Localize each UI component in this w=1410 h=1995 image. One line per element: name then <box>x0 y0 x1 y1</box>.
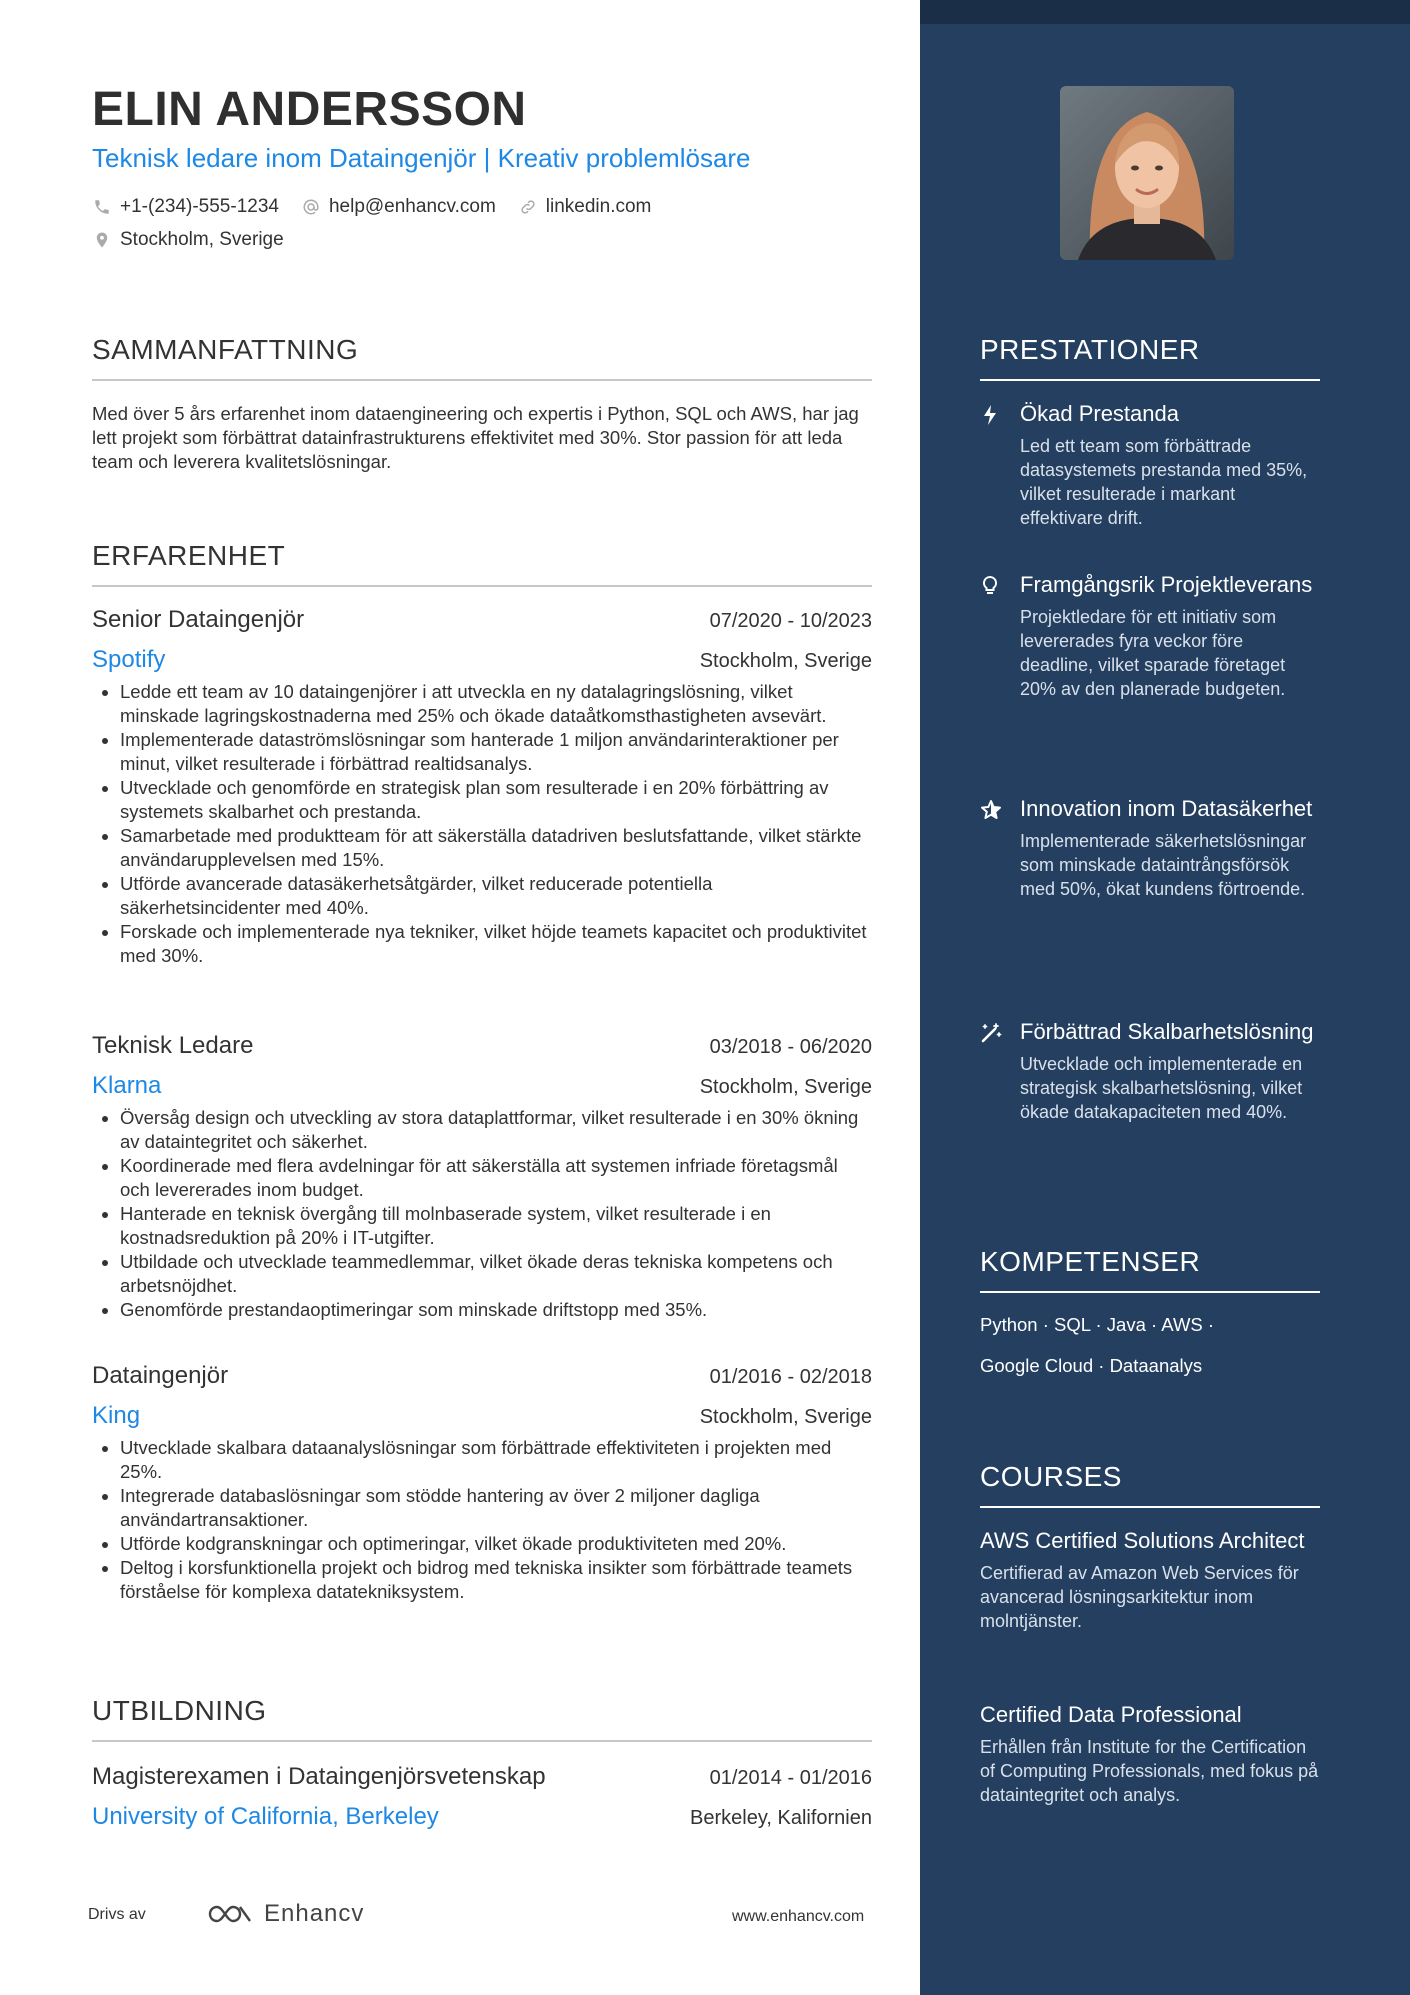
website-link[interactable]: www.enhancv.com <box>732 1908 865 1925</box>
skills-line: Python · SQL · Java · AWS · <box>980 1314 1215 1335</box>
bullet-item: • Utbildade och utvecklade teammedlemmar, vilket ökade deras tekniska kompetens och arbetsnöjdhet. <box>120 1250 872 1298</box>
bullet-item: • Utvecklade och genomförde en strategisk plan som resulterade i en 20% förbättring av systemets skalbarhet och prestanda. <box>120 776 872 824</box>
profile-photo-image <box>1060 86 1234 260</box>
job-dates: 03/2018 - 06/2020 <box>709 1036 872 1058</box>
school-name[interactable]: University of California, Berkeley <box>92 1803 439 1830</box>
job-company[interactable]: King <box>92 1402 141 1429</box>
skills-line: Google Cloud · Dataanalys <box>980 1355 1203 1376</box>
achievements-divider <box>980 379 1320 381</box>
contact-email[interactable] <box>301 196 496 218</box>
achievements-heading: PRESTATIONER <box>980 334 1200 365</box>
education-entry <box>92 1763 872 1831</box>
degree-title: Magisterexamen i Dataingenjörsvetenskap <box>92 1763 546 1790</box>
bullet-item: • Deltog i korsfunktionella projekt och bidrog med tekniska insikter som förbättrade teamets förståelse för komplexa datatekniksystem. <box>120 1556 872 1604</box>
job-entry <box>92 1362 872 1604</box>
job-location: Stockholm, Sverige <box>699 1076 872 1098</box>
location-text: Stockholm, Sverige <box>120 229 284 250</box>
bullet-item: • Samarbetade med produktteam för att säkerställa datadriven beslutsfattande, vilket stärkte användarupplevelsen med 15%. <box>120 824 872 872</box>
link-icon <box>518 197 538 217</box>
contact-location <box>92 229 284 251</box>
profile-photo <box>1060 86 1234 260</box>
sidebar <box>920 0 1410 1995</box>
bullet-item: • Genomförde prestandaoptimeringar som minskade driftstopp med 35%. <box>120 1298 872 1322</box>
summary-divider <box>92 379 872 381</box>
job-company[interactable]: Spotify <box>92 646 166 673</box>
bullet-item: • Utvecklade skalbara dataanalyslösningar som förbättrade effektiviteten i projekten med 25%. <box>120 1436 872 1484</box>
bullet-item: • Ledde ett team av 10 dataingenjörer i att utveckla en ny datalagringslösning, vilket minskade lagringskostnaderna med 25% och ökade dataåtkomsthastigheten avsevärt. <box>120 680 872 728</box>
achievement-desc: Projektledare för ett initiativ som levererades fyra veckor före deadline, vilket sparade företaget 20% av den planerade budgeten. <box>1020 607 1286 699</box>
bullet-item: • Översåg design och utveckling av stora dataplattformar, vilket resulterade i en 30% ökning av dataintegritet och säkerhet. <box>120 1106 872 1154</box>
candidate-name: ELIN ANDERSSON <box>92 83 527 136</box>
achievement-item <box>980 1018 1320 1124</box>
enhancv-logo-text: Enhancv <box>264 1900 365 1927</box>
star-icon <box>980 799 1002 821</box>
job-title: Dataingenjör <box>92 1362 229 1389</box>
job-title: Senior Dataingenjör <box>92 606 305 633</box>
job-entry <box>92 606 872 968</box>
sidebar-top-bar <box>920 0 1410 24</box>
course-item <box>980 1527 1320 1633</box>
education-heading: UTBILDNING <box>92 1695 267 1726</box>
job-dates: 01/2016 - 02/2018 <box>709 1366 872 1388</box>
experience-divider <box>92 585 872 587</box>
bullet-item: • Koordinerade med flera avdelningar för att säkerställa att systemen infriade företagsmål och levererades inom budget. <box>120 1154 872 1202</box>
achievement-title: Innovation inom Datasäkerhet <box>1020 796 1313 821</box>
contact-row <box>92 196 673 218</box>
phone-text: +1-(234)-555-1234 <box>120 196 279 217</box>
achievement-item <box>980 571 1320 701</box>
skills-list <box>980 1304 1320 1386</box>
skills-heading: KOMPETENSER <box>980 1246 1201 1277</box>
achievement-item <box>980 795 1320 901</box>
skills-divider <box>980 1291 1320 1293</box>
job-bullets <box>92 1436 872 1604</box>
course-item <box>980 1701 1320 1807</box>
contact-linkedin[interactable] <box>518 196 652 218</box>
bullet-item: • Forskade och implementerade nya tekniker, vilket höjde teamets kapacitet och produktivitet med 30%. <box>120 920 872 968</box>
contact-phone[interactable] <box>92 196 279 218</box>
phone-icon <box>92 197 112 217</box>
bolt-icon <box>980 404 1002 426</box>
wand-icon <box>980 1022 1002 1044</box>
experience-heading: ERFARENHET <box>92 540 286 571</box>
course-title: AWS Certified Solutions Architect <box>980 1528 1305 1553</box>
at-icon <box>301 197 321 217</box>
achievement-desc: Utvecklade och implementerade en strategisk skalbarhetslösning, vilket ökade datakapaciteten med 40%. <box>1020 1054 1303 1122</box>
school-location: Berkeley, Kalifornien <box>690 1807 872 1829</box>
bullet-item: • Utförde avancerade datasäkerhetsåtgärder, vilket reducerade potentiella säkerhetsincidenter med 40%. <box>120 872 872 920</box>
job-bullets <box>92 1106 872 1322</box>
job-entry <box>92 1032 872 1322</box>
enhancv-logo[interactable] <box>206 1900 364 1928</box>
email-text: help@enhancv.com <box>328 196 496 217</box>
job-location: Stockholm, Sverige <box>699 650 872 672</box>
achievement-desc: Led ett team som förbättrade datasystemets prestanda med 35%, vilket resulterade i markant effektivare drift. <box>1020 436 1308 528</box>
job-location: Stockholm, Sverige <box>699 1406 872 1428</box>
enhancv-logo-icon <box>206 1901 254 1927</box>
powered-by-label: Drivs av <box>88 1906 146 1923</box>
contact-row-2 <box>92 229 306 251</box>
education-divider <box>92 1740 872 1742</box>
linkedin-text: linkedin.com <box>545 196 652 217</box>
achievement-desc: Implementerade säkerhetslösningar som minskade dataintrångsförsök med 50%, ökat kundens förtroende. <box>1020 831 1307 899</box>
job-dates: 07/2020 - 10/2023 <box>709 610 872 632</box>
location-pin-icon <box>92 230 112 250</box>
achievement-title: Förbättrad Skalbarhetslösning <box>1020 1019 1314 1044</box>
course-title: Certified Data Professional <box>980 1702 1242 1727</box>
bullet-item: • Hanterade en teknisk övergång till molnbaserade system, vilket resulterade i en kostnadsreduktion på 20% i IT-utgifter. <box>120 1202 872 1250</box>
job-company[interactable]: Klarna <box>92 1072 162 1099</box>
course-desc: Certifierad av Amazon Web Services för avancerad lösningsarkitektur inom molntjänster. <box>980 1563 1299 1631</box>
summary-text: Med över 5 års erfarenhet inom dataengineering och expertis i Python, SQL och AWS, har jag lett projekt som förbättrat datainfrastrukturens effektivitet med 30%. Stor passion för att leda team och leverera kvalitetslösningar. <box>92 403 859 472</box>
education-dates: 01/2014 - 01/2016 <box>709 1767 872 1789</box>
courses-divider <box>980 1506 1320 1508</box>
job-bullets <box>92 680 872 968</box>
bullet-item: • Integrerade databaslösningar som stödde hantering av över 2 miljoner dagliga användartransaktioner. <box>120 1484 872 1532</box>
achievement-item <box>980 400 1320 530</box>
lightbulb-icon <box>980 575 1002 597</box>
summary-heading: SAMMANFATTNING <box>92 334 359 365</box>
job-title: Teknisk Ledare <box>92 1032 254 1059</box>
bullet-item: • Utförde kodgranskningar och optimeringar, vilket ökade produktiviteten med 20%. <box>120 1532 872 1556</box>
achievement-title: Ökad Prestanda <box>1020 401 1179 426</box>
candidate-tagline: Teknisk ledare inom Dataingenjör | Kreativ problemlösare <box>92 143 751 173</box>
courses-heading: COURSES <box>980 1461 1122 1492</box>
course-desc: Erhållen från Institute for the Certification of Computing Professionals, med fokus på dataintegritet och analys. <box>980 1737 1319 1805</box>
bullet-item: • Implementerade dataströmslösningar som hanterade 1 miljon användarinteraktioner per minut, vilket resulterade i förbättrad realtidsanalys. <box>120 728 872 776</box>
achievement-title: Framgångsrik Projektleverans <box>1020 572 1313 597</box>
